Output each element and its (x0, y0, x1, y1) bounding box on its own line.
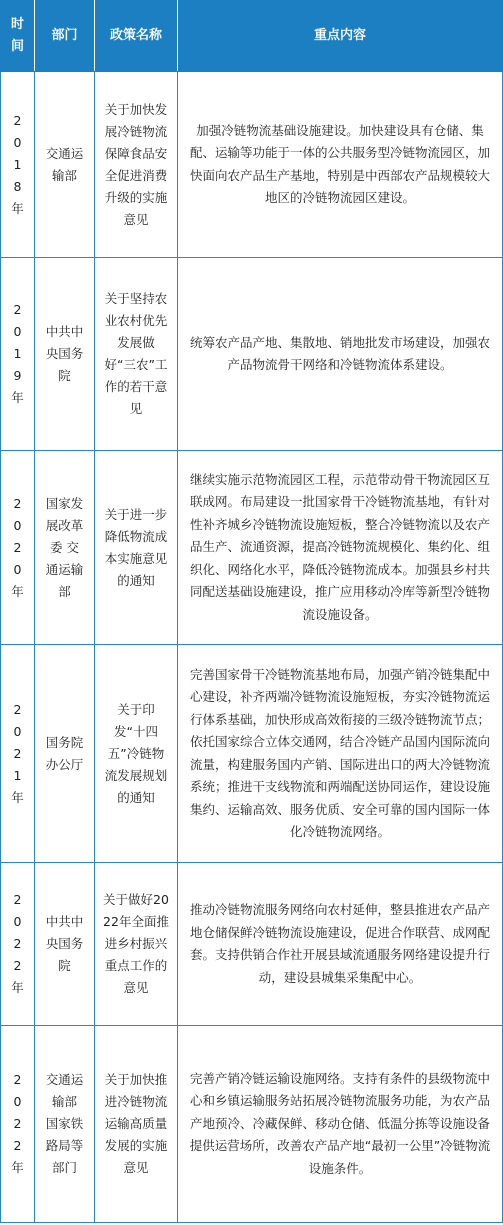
row-year: 2022年 (1, 1026, 35, 1223)
row-policy: 关于坚持农业农村优先发展做好“三农”工作的若干意见 (95, 258, 178, 451)
row-dept: 交通运输部 (35, 72, 95, 258)
table-row (1, 645, 503, 863)
header-policy: 政策名称 (95, 1, 178, 72)
row-dept: 国务院办公厅 (35, 645, 95, 863)
row-policy: 关于加快发展冷链物流保障食品安全促进消费升级的实施意见 (95, 72, 178, 258)
row-year: 2020年 (1, 451, 35, 645)
table-header-row (1, 1, 503, 72)
row-year: 2021年 (1, 645, 35, 863)
row-content: 统筹农产品产地、集散地、销地批发市场建设，加强农产品物流骨干网络和冷链物流体系建设。 (178, 258, 503, 451)
row-dept: 交通运输部 国家铁路局等部门 (35, 1026, 95, 1223)
row-year: 2018年 (1, 72, 35, 258)
row-year: 2022年 (1, 863, 35, 1026)
row-content: 完善国家骨干冷链物流基地布局，加强产销冷链集配中心建设，补齐两端冷链物流设施短板，夯实冷链物流运行体系基础，加快形成高效衔接的三级冷链物流节点；依托国家综合立体交通网，结合冷链产品国内国际流向流量，构建服务国内产销、国际进出口的两大冷链物流系统；推进干支线物流和两端配送协同运作，建设设施集约、运输高效、服务优质、安全可靠的国内国际一体化冷链物流网络。 (178, 645, 503, 863)
table-row (1, 863, 503, 1026)
header-dept: 部门 (35, 1, 95, 72)
row-year: 2019年 (1, 258, 35, 451)
row-content: 完善产销冷链运输设施网络。支持有条件的县级物流中心和乡镇运输服务站拓展冷链物流服务功能，为农产品产地预冷、冷藏保鲜、移动仓储、低温分拣等设施设备提供运营场所，改善农产品产地“最初一公里”冷链物流设施条件。 (178, 1026, 503, 1223)
row-dept: 中共中央国务院 (35, 258, 95, 451)
header-content: 重点内容 (178, 1, 503, 72)
table-row (1, 1026, 503, 1223)
table-row (1, 72, 503, 258)
row-content: 推动冷链物流服务网络向农村延伸，整县推进农产品产地仓储保鲜冷链物流设施建设，促进合作联营、成网配套。支持供销合作社开展县域流通服务网络建设提升行动，建设县城集采集配中心。 (178, 863, 503, 1026)
table-row (1, 258, 503, 451)
table-row (1, 451, 503, 645)
row-content: 继续实施示范物流园区工程，示范带动骨干物流园区互联成网。布局建设一批国家骨干冷链物流基地，有针对性补齐城乡冷链物流设施短板，整合冷链物流以及农产品生产、流通资源，提高冷链物流规模化、集约化、组织化、网络化水平，降低冷链物流成本。加强县乡村共同配送基础设施建设，推广应用移动冷库等新型冷链物流设施设备。 (178, 451, 503, 645)
row-policy: 关于印发“十四五”冷链物流发展规划的通知 (95, 645, 178, 863)
row-policy: 关于做好2022年全面推进乡村振兴重点工作的意见 (95, 863, 178, 1026)
header-time: 时间 (1, 1, 35, 72)
row-dept: 中共中央国务院 (35, 863, 95, 1026)
row-dept: 国家发展改革委 交通运输部 (35, 451, 95, 645)
row-policy: 关于加快推进冷链物流运输高质量发展的实施意见 (95, 1026, 178, 1223)
row-content: 加强冷链物流基础设施建设。加快建设具有仓储、集配、运输等功能于一体的公共服务型冷链物流园区，加快面向农产品生产基地，特别是中西部农产品规模较大地区的冷链物流园区建设。 (178, 72, 503, 258)
row-policy: 关于进一步降低物流成本实施意见的通知 (95, 451, 178, 645)
